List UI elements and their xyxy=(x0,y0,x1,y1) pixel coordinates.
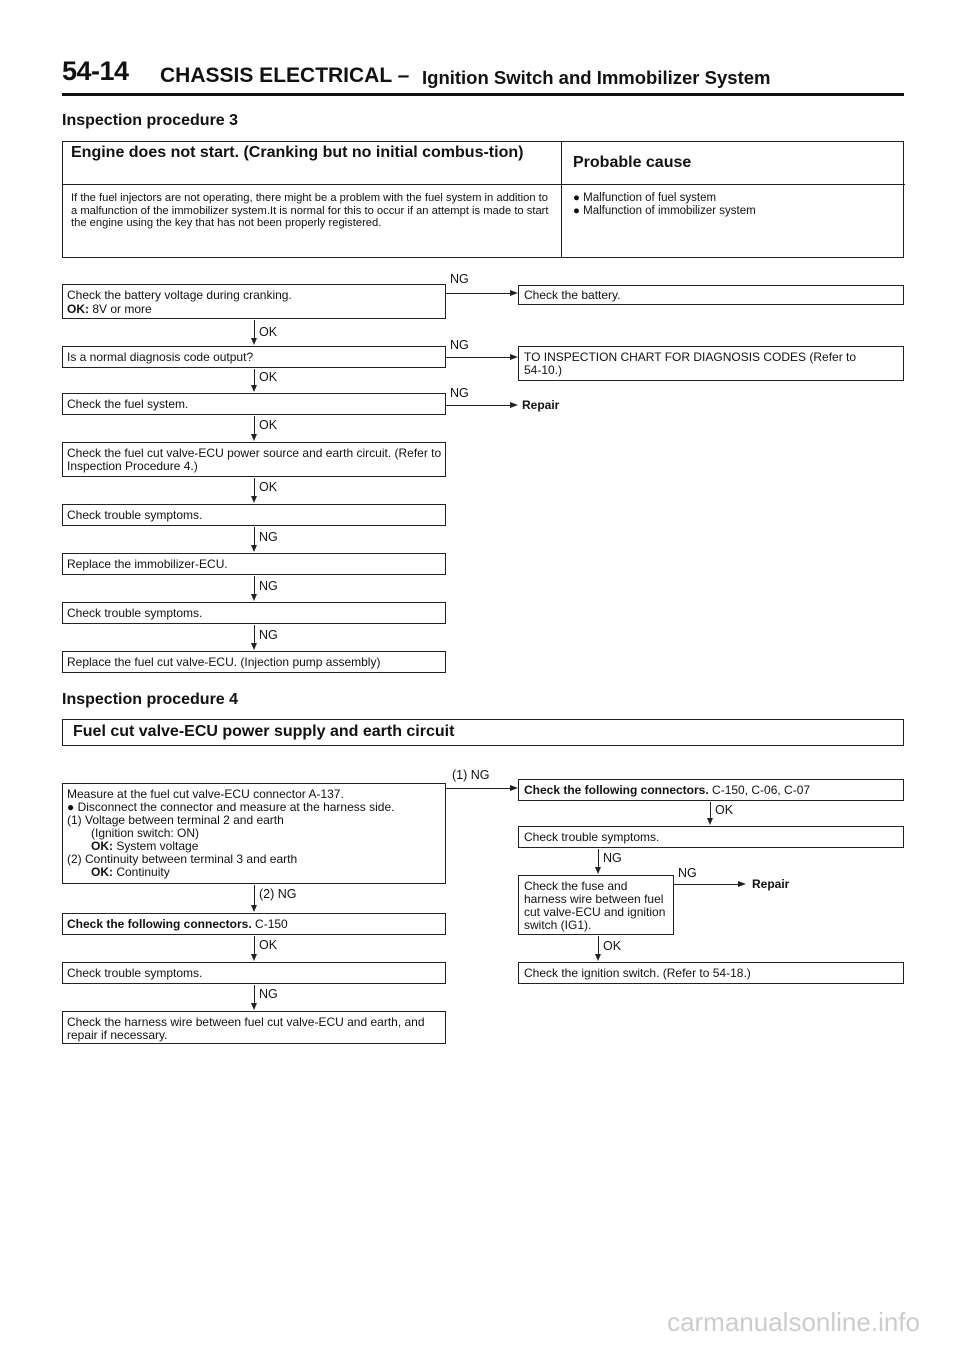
label-ng-1: (1) NG xyxy=(452,768,490,782)
label-ok: OK xyxy=(715,803,734,817)
proc3-symptom-table xyxy=(62,141,904,258)
proc3-cause-title: Probable cause xyxy=(573,154,692,171)
label-ng: NG xyxy=(259,987,278,1001)
proc4-result-check-connectors: Check the following connectors. C-150, C-06, C-07 xyxy=(518,779,904,801)
label-ok: OK xyxy=(259,418,278,432)
label-ng-2: (2) NG xyxy=(259,887,297,901)
proc4-step-measure: Measure at the fuel cut valve-ECU connector A-137. ● Disconnect the connector and measure at the harness side. (1) Voltage between terminal 2 and earth (Ignition switch: ON) OK: System voltage (2) Continuity between terminal 3 and earth OK: Continuity xyxy=(62,783,446,884)
label-ok: OK xyxy=(259,938,278,952)
label-ok: OK xyxy=(259,370,278,384)
proc4-result-fuse-harness: Check the fuse and harness wire between fuel cut valve-ECU and ignition switch (IG1). xyxy=(518,875,674,935)
label-ng: NG xyxy=(450,386,469,400)
proc3-step-fuel-cut-circuit: Check the fuel cut valve-ECU power source and earth circuit. (Refer to Inspection Procedure 4.) xyxy=(62,442,446,477)
proc3-heading: Inspection procedure 3 xyxy=(62,112,239,129)
page-number: 54-14 xyxy=(62,56,129,86)
proc3-causes xyxy=(573,192,756,218)
page-title: CHASSIS ELECTRICAL – xyxy=(160,64,410,87)
cause-item: ● Malfunction of immobilizer system xyxy=(573,205,756,217)
label-ok: OK xyxy=(603,939,622,953)
proc3-step-battery-voltage: Check the battery voltage during cranking. OK: 8V or more xyxy=(62,284,446,319)
label-ng: NG xyxy=(259,628,278,642)
proc4-step-check-connectors: Check the following connectors. C-150 xyxy=(62,913,446,935)
proc3-description: If the fuel injectors are not operating, there might be a problem with the fuel system in addition to a malfunction of the immobilizer system.It is normal for this to occur if an attempt is made to start the engine using the key that has not been properly registered. xyxy=(71,192,549,229)
label-ng: NG xyxy=(450,272,469,286)
proc3-step-trouble-symptoms: Check trouble symptoms. xyxy=(62,504,446,526)
label-ng: NG xyxy=(450,338,469,352)
label-ng: NG xyxy=(259,579,278,593)
proc4-symptom-table xyxy=(62,719,904,746)
header-rule xyxy=(62,93,904,96)
page-subtitle: Ignition Switch and Immobilizer System xyxy=(422,67,771,88)
proc3-result-check-battery: Check the battery. xyxy=(518,285,904,305)
label-ok: OK xyxy=(259,325,278,339)
proc4-result-repair: Repair xyxy=(752,877,790,891)
proc3-step-trouble-symptoms-2: Check trouble symptoms. xyxy=(62,602,446,624)
proc4-result-ignition-switch: Check the ignition switch. (Refer to 54-18.) xyxy=(518,962,904,984)
proc3-symptom-title: Engine does not start. (Cranking but no initial combus-tion) xyxy=(71,144,524,161)
proc4-step-trouble-symptoms: Check trouble symptoms. xyxy=(62,962,446,984)
proc3-step-replace-immobilizer: Replace the immobilizer-ECU. xyxy=(62,553,446,575)
proc3-result-repair: Repair xyxy=(522,398,560,412)
label-ok: OK xyxy=(259,480,278,494)
proc3-step-fuel-system: Check the fuel system. xyxy=(62,393,446,415)
cause-item: ● Malfunction of fuel system xyxy=(573,192,717,204)
label-ng: NG xyxy=(678,866,697,880)
proc4-symptom-title: Fuel cut valve-ECU power supply and earth circuit xyxy=(73,723,455,740)
proc4-result-trouble-symptoms: Check trouble symptoms. xyxy=(518,826,904,848)
label-ng: NG xyxy=(603,851,622,865)
proc4-step-harness-wire: Check the harness wire between fuel cut valve-ECU and earth, and repair if necessary. xyxy=(62,1011,446,1044)
label-ng: NG xyxy=(259,530,278,544)
proc4-heading: Inspection procedure 4 xyxy=(62,691,239,708)
watermark: carmanualsonline.info xyxy=(667,1307,920,1337)
proc3-step-replace-fuel-cut-ecu: Replace the fuel cut valve-ECU. (Injection pump assembly) xyxy=(62,651,446,673)
proc3-step-diagnosis-code: Is a normal diagnosis code output? xyxy=(62,346,446,368)
proc3-result-diag-chart: TO INSPECTION CHART FOR DIAGNOSIS CODES (Refer to 54-10.) xyxy=(518,346,904,381)
